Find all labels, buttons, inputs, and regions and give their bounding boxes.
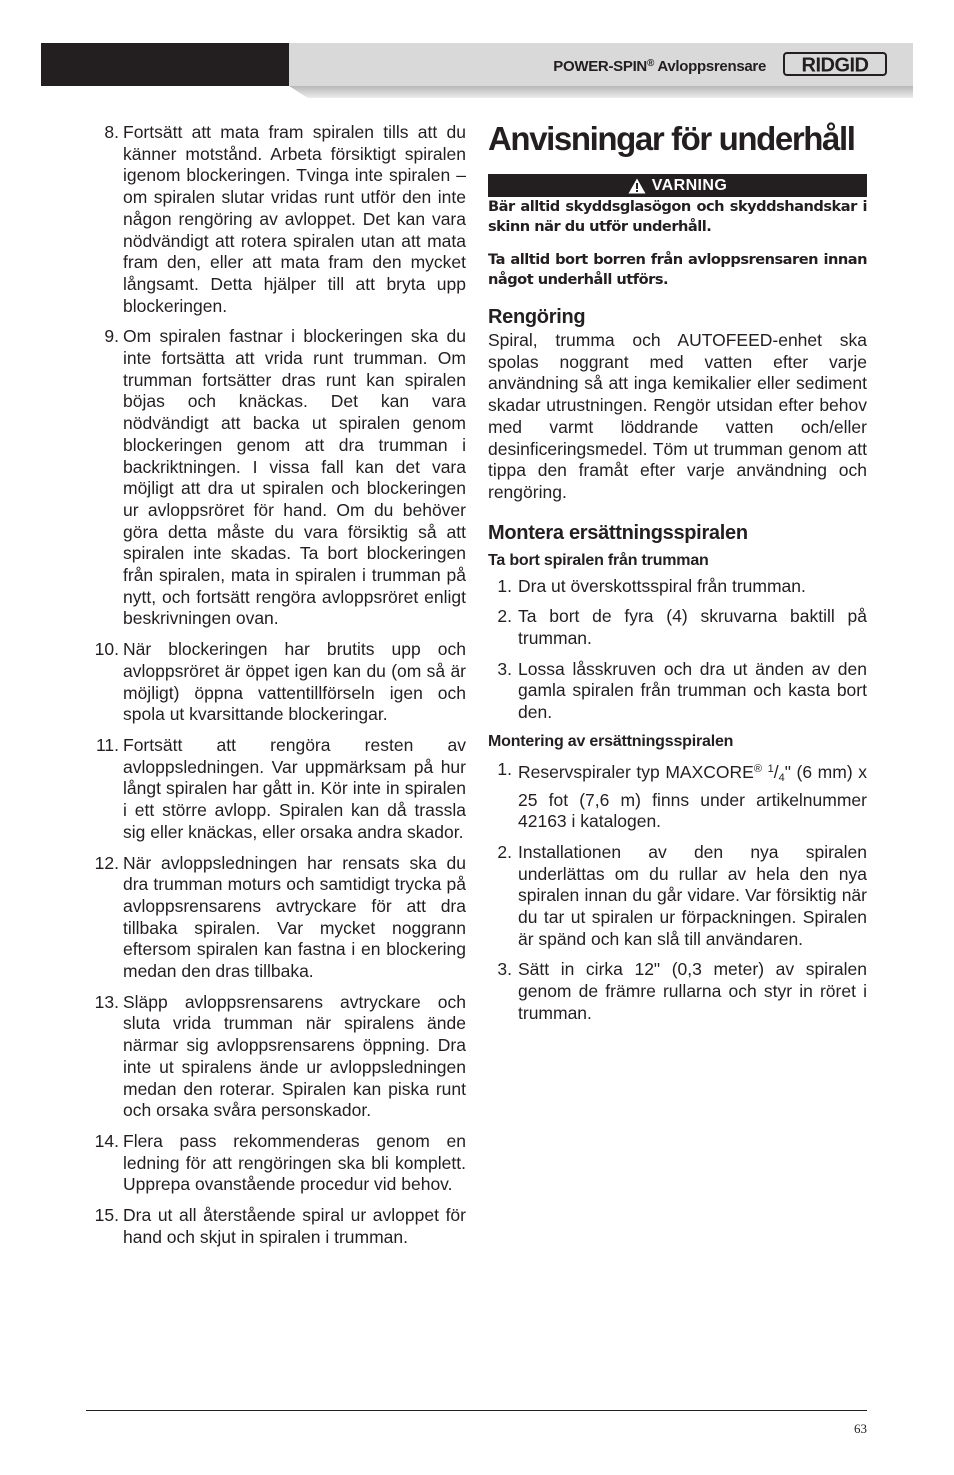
- step-text: Dra ut överskottsspiral från trumman.: [518, 575, 806, 596]
- step-text: Fortsätt att mata fram spiralen tills att du känner motstånd. Arbeta försiktigt spiralen igenom blockeringen. Tvinga inte spiralen – om spiralen slutar vridas runt utför den inte någon rengöring av avloppet. Det kan vara nödvändigt att rotera spiralen utan att mata fram den, eller att mata fram den mycket långsamt. Detta hjälper till att bryta upp blockeringen.: [123, 122, 466, 316]
- remove-steps: [488, 576, 867, 724]
- list-item: [488, 576, 867, 598]
- header-black-bar: [41, 43, 289, 86]
- list-item: [488, 606, 867, 649]
- ridgid-logo: [783, 50, 887, 78]
- header-product-title: POWER-SPIN® Avloppsrensare: [553, 58, 766, 75]
- header-shadow: [289, 86, 913, 98]
- list-item: [84, 639, 466, 726]
- step-number: 3.: [497, 658, 512, 679]
- step-number: 2.: [497, 841, 512, 862]
- list-item: [84, 735, 466, 844]
- step-text: Fortsätt att rengöra resten av avloppsledningen. Var uppmärksam på hur långt spiralen har gått in. Kör inte in spiralen i ett större avlopp. Spiralen kan då trassla sig eller knäckas, eller orsaka andra skador.: [123, 734, 466, 842]
- step-text: Sätt in cirka 12" (0,3 meter) av spiralen genom de främre rullarna och styr in röret i trumman.: [518, 959, 867, 1023]
- list-item: [84, 122, 466, 317]
- step-text: Lossa låsskruven och dra ut änden av den gamla spiralen från trumman och kasta bort den.: [518, 658, 867, 723]
- step-number: 10.: [94, 639, 119, 660]
- warning-label: VARNING: [651, 176, 728, 194]
- maintenance-column: [488, 118, 867, 1034]
- step-number: 8.: [104, 122, 119, 142]
- page-title: Anvisningar för underhåll: [488, 120, 855, 157]
- step-number: 11.: [95, 734, 119, 755]
- warning-text-2: Ta alltid bort borren från avloppsrensaren innan något underhåll utförs.: [488, 251, 867, 288]
- list-item: [84, 326, 466, 630]
- step-number: 13.: [94, 991, 119, 1012]
- list-item: [488, 959, 867, 1024]
- procedure-column: [84, 122, 466, 1257]
- step-number: 12.: [94, 852, 119, 873]
- step-text: När avloppsledningen har rensats ska du dra trumman moturs och samtidigt trycka på avloppsrensarens avtryckare för att dra tillbaka spiralen. Var mycket noggrann eftersom spiralen kan fastna i en blockering medan den dras tillbaka.: [123, 852, 466, 982]
- list-item: [488, 659, 867, 724]
- install-steps: [488, 759, 867, 1025]
- warning-triangle-icon: [628, 178, 646, 194]
- list-item: [84, 992, 466, 1122]
- step-text: När blockeringen har brutits upp och avloppsröret är öppet igen kan du (om så är möjligt) öppna vattentillförseln igen och spola ut kvarsittande blockeringar.: [123, 639, 466, 725]
- warning-bar: [488, 174, 867, 197]
- step-number: 9.: [104, 326, 119, 347]
- step-text: Om spiralen fastnar i blockeringen ska du inte fortsätta att vrida runt trumman. Om trumman fortsätter dras runt kan spiralen böjas och knäckas. Det kan vara nödvändigt att backa ut spiralen genom blockeringen genom att dra trumman i backriktningen. I vissa fall kan det vara möjligt att dra ut spiralen och blockeringen ur avloppsröret för hand. Om du behöver göra detta måste du vara försiktig så att spiralen inte skadas. Ta bort blockeringen från spiralen, mata in spiralen i trumman på nytt, och fortsätt rengöra avloppsröret enligt beskrivningen ovan.: [123, 326, 466, 629]
- step-number: 15.: [94, 1205, 119, 1226]
- list-item: 1. Reservspiraler typ MAXCORE® $^1$/4" (6 mm) x 25 fot (7,6 m) finns under artikelnummer 42163 i katalogen.: [497, 758, 867, 832]
- procedure-steps: [84, 122, 466, 1248]
- footer-rule: [86, 1410, 867, 1411]
- page-number: 63: [854, 1421, 867, 1436]
- step-number: 14.: [94, 1130, 119, 1151]
- step-text: Ta bort de fyra (4) skruvarna baktill på trumman.: [518, 606, 867, 649]
- step-text: Flera pass rekommenderas genom en ledning för att rengöringen ska bli komplett. Upprepa ovanstående procedur vid behov.: [123, 1130, 466, 1195]
- remove-subheading: Ta bort spiralen från trumman: [488, 551, 709, 569]
- warning-text-1: Bär alltid skyddsglasögon och skyddshandskar i skinn när du utför underhåll.: [488, 198, 867, 235]
- step-number: 2.: [497, 606, 512, 627]
- step-text: Släpp avloppsrensarens avtryckare och sluta vrida trumman när spiralens ände närmar sig avloppsrensarens öppning. Dra inte ut spiralens ände ur avloppsledningen medan den roterar. Spiralen kan piska runt och orsaka svåra personskador.: [123, 991, 466, 1121]
- list-item: [84, 1131, 466, 1196]
- step-number: 3.: [497, 959, 512, 980]
- svg-text:RIDGID: RIDGID: [801, 54, 869, 77]
- list-item: [84, 1205, 466, 1248]
- step-text: Installationen av den nya spiralen underlättas om du rullar av hela den nya spiralen innan du går vidare. Var försiktig när du tar ut spiralen ur förpackningen. Spiralen är spänd och kan slå till användaren.: [518, 841, 867, 949]
- replace-heading: Montera ersättningsspiralen: [488, 521, 748, 544]
- step-number: 1.: [497, 575, 512, 596]
- list-item: [84, 853, 466, 983]
- cleaning-heading: Rengöring: [488, 306, 586, 328]
- install-subheading: Montering av ersättningsspiralen: [488, 732, 734, 750]
- list-item: [488, 842, 867, 951]
- step-text: Dra ut all återstående spiral ur avloppet för hand och skjut in spiralen i trumman.: [123, 1205, 466, 1247]
- cleaning-text: Spiral, trumma och AUTOFEED-enhet ska spolas noggrant med vatten efter varje användning så att inga kemikalier eller sediment skadar utrustningen. Rengör utsidan efter behov med varmt löddrande vatten och/eller desinficeringsmedel. Töm ut trumman genom att tippa den framåt efter varje användning och rengöring.: [488, 330, 867, 502]
